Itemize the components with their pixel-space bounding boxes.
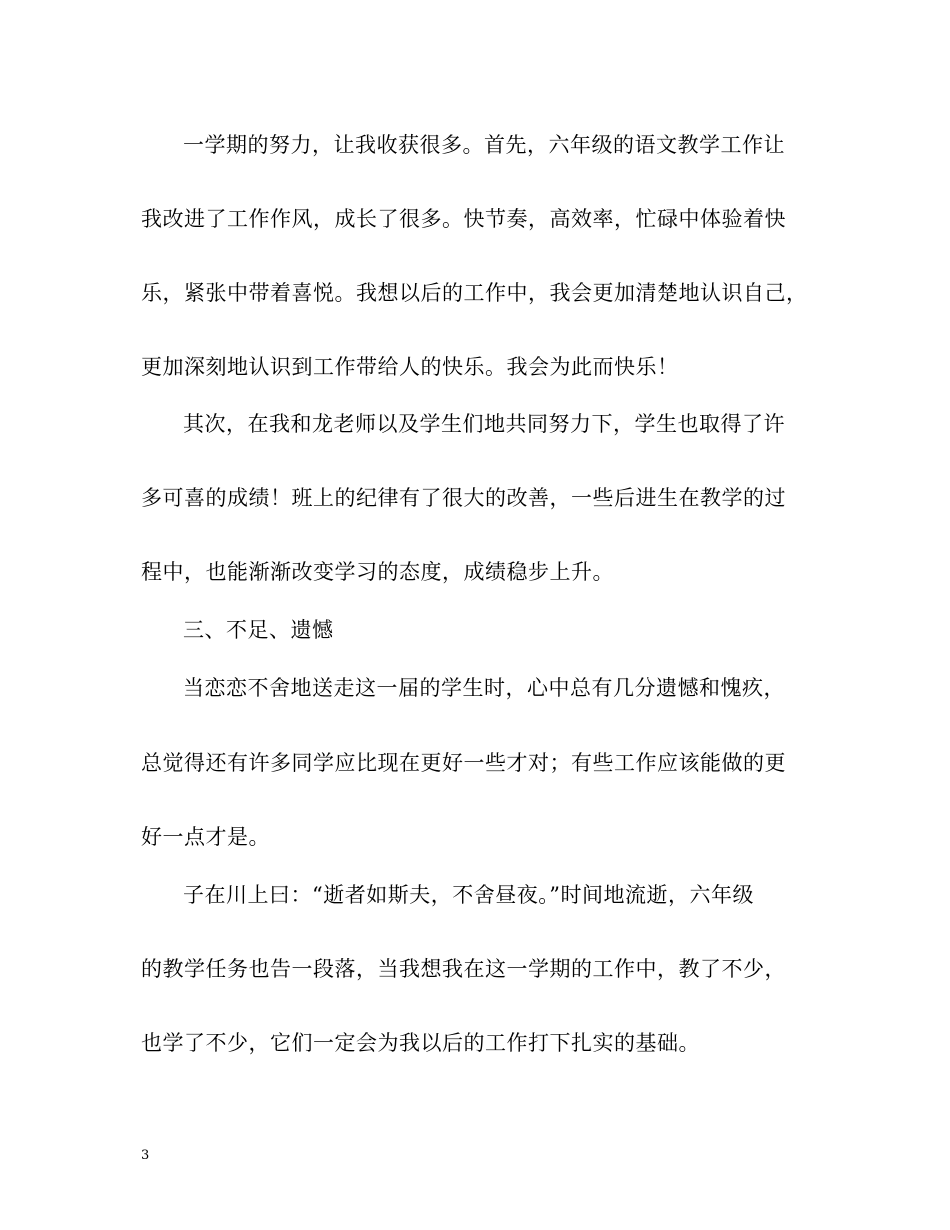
- paragraph-line: 的教学任务也告一段落，当我想我在这一学期的工作中，教了不少，: [141, 957, 786, 981]
- paragraph-line: 一学期的努力，让我收获很多。首先，六年级的语文教学工作让: [183, 133, 785, 157]
- page-number: 3: [141, 1148, 150, 1163]
- paragraph-line: 也学了不少，它们一定会为我以后的工作打下扎实的基础。: [141, 1031, 700, 1055]
- paragraph-line: 更加深刻地认识到工作带给人的快乐。我会为此而快乐！: [141, 355, 679, 379]
- paragraph-line: 总觉得还有许多同学应比现在更好一些才对；有些工作应该能做的更: [141, 751, 786, 775]
- paragraph-line: 程中，也能渐渐改变学习的态度，成绩稳步上升。: [141, 560, 614, 584]
- paragraph-line: 我改进了工作作风，成长了很多。快节奏，高效率，忙碌中体验着快: [141, 207, 786, 231]
- paragraph-line: 当恋恋不舍地送走这一届的学生时，心中总有几分遗憾和愧疚，: [183, 676, 785, 700]
- paragraph-line: 乐，紧张中带着喜悦。我想以后的工作中，我会更加清楚地认识自己，: [141, 281, 808, 305]
- paragraph-line: 子在川上曰：“逝者如斯夫，不舍昼夜。”时间地流逝，六年级: [183, 883, 754, 907]
- section-heading: 三、不足、遗憾: [183, 618, 334, 642]
- paragraph-line: 多可喜的成绩！班上的纪律有了很大的改善，一些后进生在教学的过: [141, 486, 786, 510]
- paragraph-line: 其次，在我和龙老师以及学生们地共同努力下，学生也取得了许: [183, 412, 785, 436]
- paragraph-line: 好一点才是。: [141, 825, 270, 849]
